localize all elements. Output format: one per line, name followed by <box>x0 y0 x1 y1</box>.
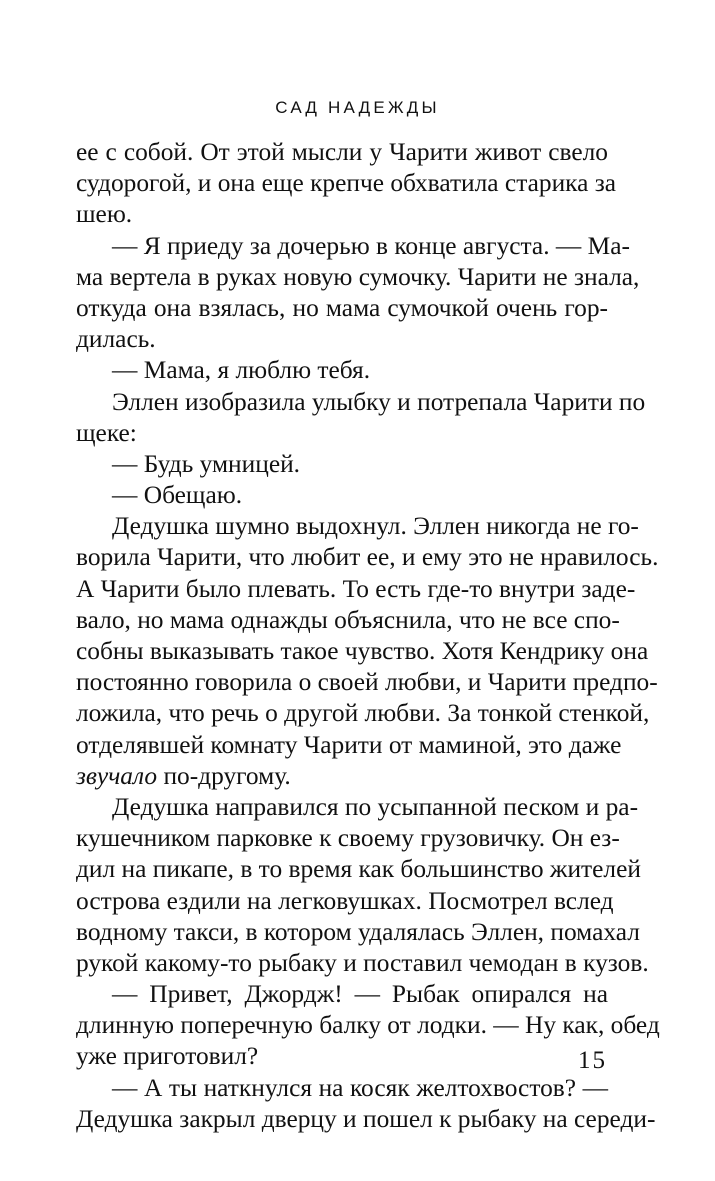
line-text: ее с собой. От этой мысли у Чарити живот свело <box>76 138 608 166</box>
text-line <box>76 948 649 979</box>
line-text: уже приготовил? <box>76 1042 259 1071</box>
text-line <box>76 137 608 168</box>
line-text: рукой какому-то рыбаку и поставил чемодан в кузов. <box>76 948 649 977</box>
text-line <box>76 418 608 449</box>
line-text: щеке: <box>76 418 137 447</box>
text-line <box>76 979 608 1010</box>
text-line <box>76 605 620 636</box>
text-line <box>76 730 622 761</box>
line-text: — Мама, я люблю тебя. <box>112 356 371 385</box>
line-text: дил на пикапе, в то время как большинство жителей <box>76 855 641 884</box>
line-text: шею. <box>76 200 133 229</box>
text-line <box>76 449 608 480</box>
line-text: судорогой, и она еще крепче обхватила старика за <box>76 169 617 198</box>
text-line <box>76 574 636 605</box>
text-line <box>76 823 620 854</box>
text-line <box>76 542 659 573</box>
line-text: по-другому. <box>157 761 291 790</box>
line-text: ложила, что речь о другой любви. За тонкой стенкой, <box>76 699 650 728</box>
text-line <box>76 1041 608 1072</box>
text-line <box>76 355 608 386</box>
text-line <box>76 324 608 355</box>
line-text: — Привет, Джордж! — Рыбак опирался на <box>112 980 608 1009</box>
text-line <box>76 761 608 792</box>
body-text <box>76 137 660 1135</box>
line-text: Дедушка шумно выдохнул. Эллен никогда не го- <box>112 512 639 541</box>
line-text: водному такси, в котором удалялась Эллен, помахал <box>76 917 640 946</box>
text-line <box>76 917 640 948</box>
line-text: Дедушка направился по усыпанной песком и ра- <box>112 792 639 821</box>
page-number: 15 <box>578 1047 607 1074</box>
text-line <box>76 293 608 324</box>
text-line <box>76 262 640 293</box>
running-head: САД НАДЕЖДЫ <box>275 98 440 117</box>
text-line <box>76 1104 656 1135</box>
text-line <box>76 636 649 667</box>
text-line <box>76 387 646 418</box>
text-line <box>76 199 608 230</box>
text-line <box>76 854 641 885</box>
line-text: — Будь умницей. <box>112 449 301 478</box>
text-line <box>76 1010 660 1041</box>
line-text: вало, но мама однажды объяснила, что не все спо- <box>76 605 620 634</box>
text-line <box>76 886 614 917</box>
line-text: откуда она взялась, но мама сумочкой очень гор- <box>76 293 608 322</box>
text-line <box>76 480 608 511</box>
text-line <box>76 168 617 199</box>
text-line <box>76 667 658 698</box>
line-text: дилась. <box>76 325 156 354</box>
line-text: — Обещаю. <box>112 481 243 510</box>
line-text: Дедушка закрыл дверцу и пошел к рыбаку на середи- <box>76 1104 656 1133</box>
line-text: собны выказывать такое чувство. Хотя Кендрику она <box>76 637 649 665</box>
line-text: ворила Чарити, что любит ее, и ему это не нравилось. <box>76 543 659 572</box>
text-line <box>76 792 639 823</box>
text-line <box>76 511 639 542</box>
line-text: — Я приеду за дочерью в конце августа. — Ма- <box>112 231 630 260</box>
italic-word: звучало <box>76 761 158 790</box>
line-text: острова ездили на легковушках. Посмотрел вслед <box>76 886 614 915</box>
text-line <box>76 698 650 729</box>
line-text: А Чарити было плевать. То есть где-то внутри заде- <box>76 574 636 603</box>
line-text: — А ты наткнулся на косяк желтохвостов? — <box>112 1073 608 1102</box>
line-text: ма вертела в руках новую сумочку. Чарити не знала, <box>76 262 640 291</box>
line-text: длинную поперечную балку от лодки. — Ну как, обед <box>76 1011 660 1040</box>
line-text: отделявшей комнату Чарити от маминой, это даже <box>76 730 622 759</box>
text-line <box>76 1073 608 1104</box>
text-line <box>76 231 630 262</box>
line-text: постоянно говорила о своей любви, и Чарити предпо- <box>76 668 658 697</box>
line-text: кушечником парковке к своему грузовичку. Он ез- <box>76 824 620 853</box>
line-text: Эллен изобразила улыбку и потрепала Чарити по <box>112 387 646 416</box>
